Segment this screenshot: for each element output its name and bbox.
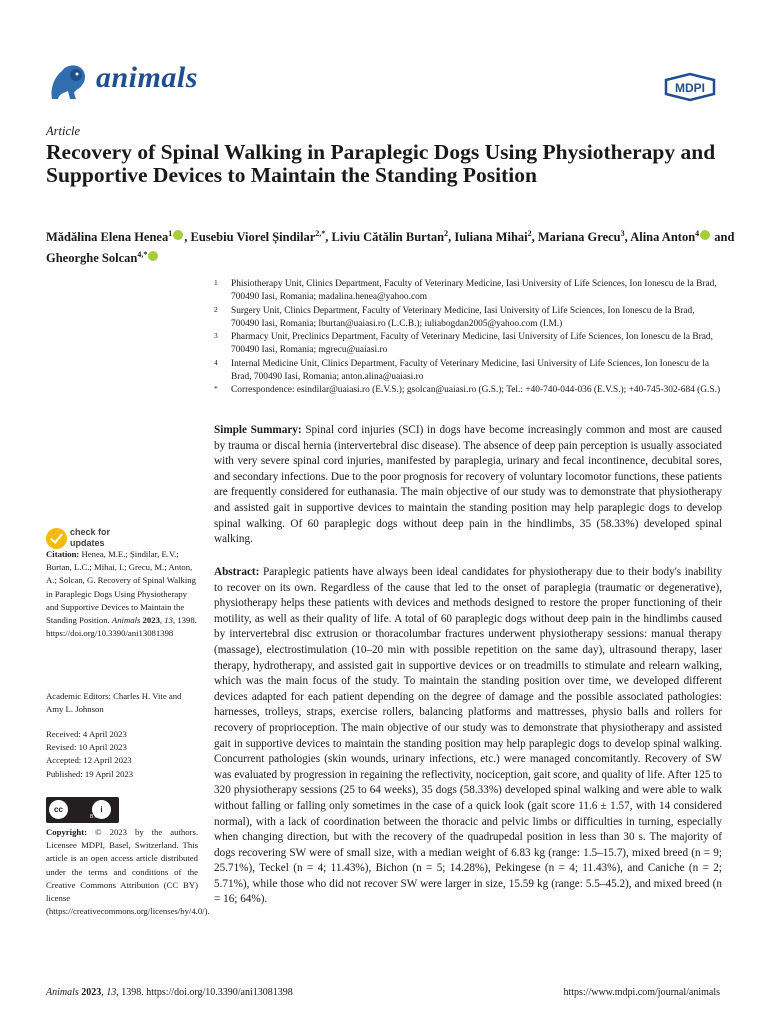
svg-text:MDPI: MDPI (675, 81, 705, 95)
accepted-date: Accepted: 12 April 2023 (46, 755, 132, 766)
author-name: Mariana Grecu (537, 230, 621, 245)
author-separator: , (184, 230, 191, 245)
author-affiliation-marker: 4,* (137, 250, 148, 260)
author-separator: and (711, 230, 735, 245)
cc-by-license-icon[interactable]: cc i BY (46, 797, 119, 823)
published-date: Published: 19 April 2023 (46, 768, 134, 779)
simple-summary-label: Simple Summary: (214, 424, 302, 436)
author-affiliation-marker: 2 (527, 229, 532, 238)
copyright-label: Copyright: (46, 827, 88, 837)
publication-dates (46, 728, 198, 781)
affiliation-marker: 1 (214, 278, 218, 287)
revised-date: Revised: 10 April 2023 (46, 742, 127, 753)
affiliation-item (214, 358, 724, 385)
affiliation-marker: 2 (214, 304, 218, 314)
simple-summary (214, 423, 722, 548)
page-title: Recovery of Spinal Walking in Paraplegic Dogs Using Physiotherapy and Supportive Devices to Maintain the Standing Position (46, 140, 716, 187)
simple-summary-text: Spinal cord injuries (SCI) in dogs have become increasingly common and most are caused by trauma or discal hernia (intervertebral disc disease). The absence of deep pain perception is usually associated with very severe spinal cord injuries, manifested by paraplegia, urinary and fecal incontinence, decubital sores, and secondary infections. Due to the poor prognosis for recovery of voluntary locomotor functions, these patients are frequently considered for euthanasia. The main objective of our study was to demonstrate that physiotherapy and assisted gait in supportive devices to maintain the standing position may help paraplegic dogs to develop spinal walking. Of 60 paraplegic dogs without deep pain in the hindlimbs, 35 (58.33%) developed spinal walking. (214, 424, 723, 546)
citation (46, 548, 198, 640)
affiliation-item (214, 384, 724, 397)
footer-citation (46, 987, 293, 998)
orcid-icon[interactable] (700, 230, 710, 240)
affiliation-item (214, 305, 724, 332)
check-label-2: updates (70, 538, 105, 548)
affiliation-text: Pharmacy Unit, Preclinics Department, Faculty of Veterinary Medicine, Iasi University of Life Sciences, Ion Ionescu de la Brad, 700490 Iasi, Romania; mgrecu@uaiasi.ro (231, 332, 713, 356)
footer-journal-url[interactable]: https://www.mdpi.com/journal/animals (563, 987, 720, 998)
citation-journal: Animals (111, 615, 141, 626)
footer-year: 2023 (78, 987, 102, 998)
author-name: Iuliana Mihai (454, 230, 528, 245)
article-type: Article (46, 124, 81, 138)
footer-doi[interactable]: , 1398. https://doi.org/10.3390/ani13081398 (116, 987, 293, 998)
abstract (214, 565, 722, 908)
author-separator: , (325, 230, 332, 245)
copyright-notice (46, 826, 210, 918)
citation-label: Citation: (46, 549, 80, 559)
author-separator: , (531, 230, 538, 245)
author-list (46, 225, 736, 267)
author-separator: , (624, 230, 631, 245)
author-name: Gheorghe Solcan (46, 251, 138, 266)
citation-year: 2023 (140, 615, 160, 626)
author-name: Eusebiu Viorel Șindilar (190, 230, 316, 245)
orcid-icon[interactable] (148, 251, 158, 261)
author-name: Alina Anton (630, 230, 696, 245)
citation-volume: , 13 (159, 615, 173, 626)
citation-doi[interactable]: , 1398. https://doi.org/10.3390/ani13081398 (46, 615, 197, 639)
author-affiliation-marker: 1 (168, 229, 173, 238)
author-name: Liviu Cătălin Burtan (331, 230, 445, 245)
mdpi-logo-icon[interactable] (662, 72, 718, 102)
journal-logo-icon (46, 59, 90, 103)
affiliation-marker: 3 (214, 331, 218, 341)
received-date: Received: 4 April 2023 (46, 729, 127, 739)
affiliation-marker: * (214, 384, 218, 394)
orcid-icon[interactable] (173, 230, 183, 240)
affiliation-text: Correspondence: esindilar@uaiasi.ro (E.V.S.); gsolcan@uaiasi.ro (G.S.); Tel.: +40-740-044-036 (E.V.S.); +40-745-302-684 (G.S.) (231, 385, 721, 396)
citation-text: Henea, M.E.; Șindilar, E.V.; Burtan, L.C.; Mihai, I.; Grecu, M.; Anton, A.; Solcan, G. Recovery of Spinal Walking in Paraplegic Dogs Using Physiotherapy and Supportive Devices to Maintain the Standing Position. (46, 549, 196, 626)
academic-editors: Academic Editors: Charles H. Vite and Amy L. Johnson (46, 691, 182, 715)
affiliation-item (214, 331, 724, 358)
footer-volume: , 13 (101, 987, 117, 998)
cc-by-label: BY (90, 814, 97, 820)
check-icon (46, 528, 67, 549)
footer-journal: Animals (46, 987, 79, 998)
author-affiliation-marker: 2 (444, 229, 449, 238)
affiliations (214, 278, 724, 398)
author-affiliation-marker: 4 (695, 229, 700, 238)
affiliation-marker: 4 (214, 357, 218, 367)
author-name: Mădălina Elena Henea (46, 230, 169, 245)
affiliation-text: Phisiotherapy Unit, Clinics Department, Faculty of Veterinary Medicine, Iasi University of Life Sciences, Ion Ionescu de la Brad, 700490 Iasi, Romania; madalina.henea@yahoo.com (231, 279, 717, 303)
journal-name[interactable]: animals (96, 61, 198, 94)
affiliation-item (214, 278, 724, 305)
author-affiliation-marker: 2,* (315, 229, 326, 238)
copyright-text: © 2023 by the authors. Licensee MDPI, Basel, Switzerland. This article is an open access article distributed under the terms and conditions of the Creative Commons Attribution (CC BY) license (https://creativecommons.org/licenses/by/4.0/). (46, 827, 210, 917)
check-label-1: check for (70, 527, 111, 537)
author-affiliation-marker: 3 (620, 229, 625, 238)
affiliation-text: Surgery Unit, Clinics Department, Faculty of Veterinary Medicine, Iasi University of Life Sciences, Ion Ionescu de la Brad, 700490 Iasi, Romania; lburtan@uaiasi.ro (L.C.B.); iuliabogdan2005@yahoo.com (I.M.) (231, 305, 695, 329)
abstract-text: Paraplegic patients have always been ideal candidates for physiotherapy due to their body's inability to recover on its own. Regardless of the cause that led to the onset of paraplegia (traumatic or degenerative), physiotherapy helps these patients with devices and methods designed to restore the proper functioning of their motility, as well as their quality of life. A total of 60 paraplegic dogs without deep pain in the hindlimbs caused by intervertebral disc extrusion or thoracolumbar fractures underwent physiotherapy sessions: manual therapy (massage), electrostimulation (10–20 min with possible repetition on the same day), ultrasound therapy, laser therapy, hydrotherapy, and assisted gait in supportive devices or on treadmills to stimulate and relearn walking, which was the main focus of the study. To maintain the standing position over time, we developed different devices adapted for each patient depending on the degree of damage and the possible associated pathologies: harnesses, trolleys, straps, exercise rollers, balancing platforms and mattresses, physio balls and rollers for recovery of proprioception. The main objective of our study was to demonstrate that physiotherapy and assisted gait in supportive devices to maintain the standing position may help paraplegic dogs to develop spinal walking. Concurrent pathologies (skin wounds, urinary infections, etc.) were managed concomitantly. Recovery of SW was evaluated by progression in regaining the reflectivity, nociception, gait score, and quality of life. After 125 to 320 physiotherapy sessions (25 to 64 weeks), 35 dogs (58.33%) developed spinal walking and were able to walk without falling or falling only sometimes in the case of a quick look (gait score 11.6 ± 1.57, with 14 considered normal), with a lack of coordination between the thoracic and pelvic limbs or difficulties in turning, especially when changing direction, but with the recovery of the quadrupedal position in less than 30 s. The majority of dogs recovering SW were of small size, with a median weight of 6.83 kg (range: 1.5–15.7), mixed breed (n = 9; 25.71%), Teckel (n = 4; 11.43%), Bichon (n = 5; 14.28%), Pekingese (n = 4; 11.43%), and Caniche (n = 2; 5.71%), while those who did not recover SW were larger in size, 15.59 kg (range: 5.5–45.2), and mixed breed (n = 16; 64%). (214, 566, 722, 906)
author-separator: , (448, 230, 455, 245)
affiliation-text: Internal Medicine Unit, Clinics Department, Faculty of Veterinary Medicine, Iasi University of Life Sciences, Ion Ionescu de la Brad, 700490 Iasi, Romania; anton.alina@uaiasi.ro (231, 358, 710, 383)
abstract-label: Abstract: (214, 566, 260, 578)
